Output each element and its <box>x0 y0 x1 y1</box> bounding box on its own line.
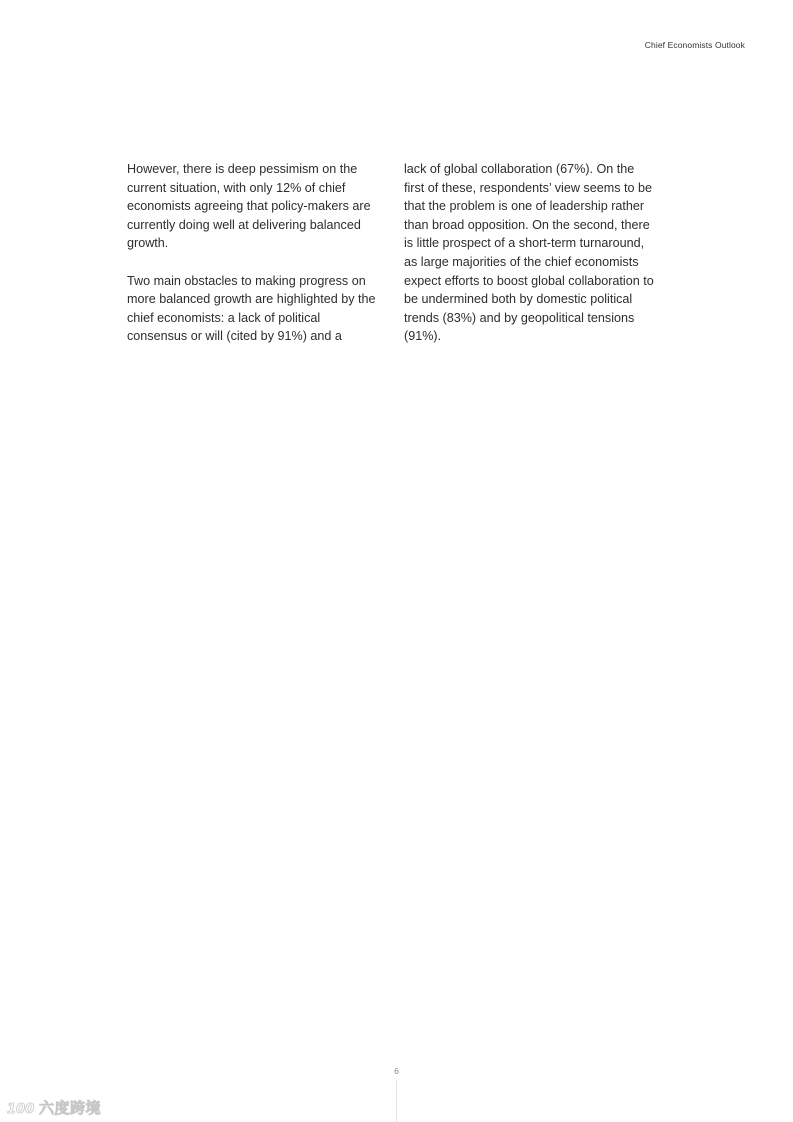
watermark <box>6 1097 101 1118</box>
paragraph-pessimism: However, there is deep pessimism on the current situation, with only 12% of chief economists agreeing that policy-makers are currently doing well at delivering balanced growth. <box>127 162 371 251</box>
page-divider-line <box>396 1080 397 1122</box>
left-text-column <box>127 160 379 365</box>
right-text-column <box>404 160 656 365</box>
svg-text:100: 100 <box>7 1101 35 1117</box>
watermark-logo-icon <box>6 1099 36 1117</box>
paragraph-obstacles: Two main obstacles to making progress on more balanced growth are highlighted by the chief economists: a lack of political consensus or will (cited by 91%) and a <box>127 273 376 344</box>
watermark-text: 六度跨境 <box>39 1099 102 1117</box>
paragraph-collaboration: lack of global collaboration (67%). On the first of these, respondents’ view seems to be that the problem is one of leadership rather than broad opposition. On the second, there is little prospect of a short-term turnaround, as large majorities of the chief economists expect efforts to boost global collaboration to be undermined both by domestic political trends (83%) and by geopolitical tensions (91%). <box>404 162 654 344</box>
running-header-title: Chief Economists Outlook <box>644 40 745 50</box>
page-number: 6 <box>394 1066 399 1076</box>
